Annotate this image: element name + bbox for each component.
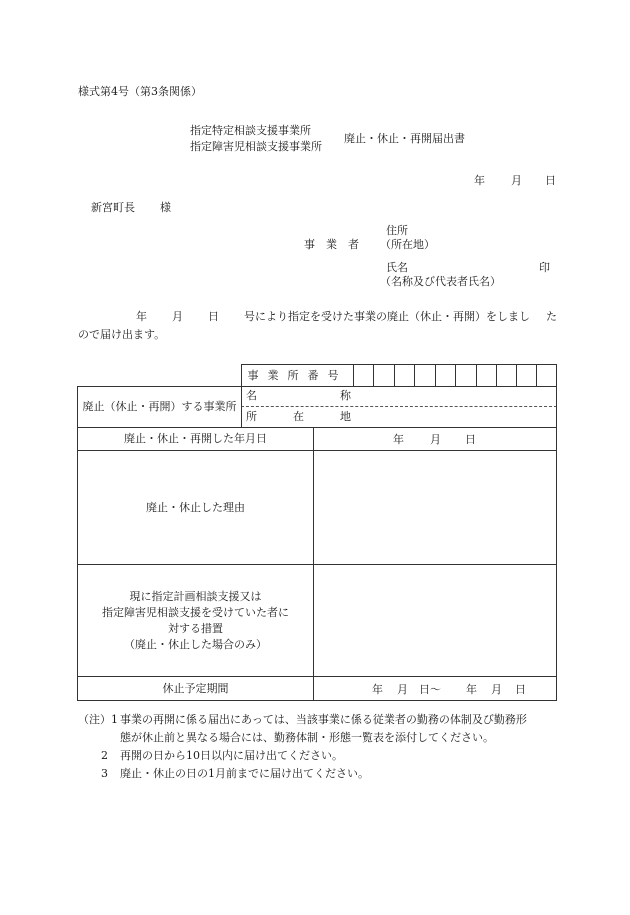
date-year: 年 — [474, 174, 485, 187]
addressee-honorific: 様 — [160, 201, 171, 214]
digit-box-divider — [496, 364, 497, 387]
body-text-line2: ので届け出ます。 — [78, 328, 166, 341]
date-row-label: 廃止・休止・再開した年月日 — [124, 432, 267, 446]
digit-box-divider — [516, 364, 517, 387]
notes-prefix: （注）1 — [78, 713, 118, 726]
period-day-2: 日 — [515, 683, 526, 696]
note-3-text: 廃止・休止の日の1月前までに届け出てください。 — [120, 767, 369, 780]
measures-line-2: 指定障害児相談支援を受けていた者に — [102, 605, 289, 619]
office-label: 廃止（休止・再開）する事業所 — [82, 400, 237, 414]
note-2-text: 再開の日から10日以内に届け出てください。 — [120, 749, 343, 762]
digit-box-divider — [476, 364, 477, 387]
applicant-name-label: 氏名 — [386, 261, 408, 274]
measures-field[interactable] — [314, 565, 556, 676]
period-day-1: 日～ — [419, 683, 441, 696]
period-year-1: 年 — [372, 683, 383, 696]
seal-mark: 印 — [539, 261, 550, 274]
date-row-year: 年 — [393, 433, 404, 446]
applicant-address-sub: （所在地） — [380, 238, 435, 251]
office-number-label: 事業所番号 — [247, 368, 348, 382]
measures-line-1: 現に指定計画相談支援又は — [129, 589, 262, 603]
title-main: 廃止・休止・再開届出書 — [344, 132, 465, 145]
addressee-name: 新宮町長 — [91, 201, 135, 214]
date-day: 日 — [545, 174, 556, 187]
office-location-label-2: 在 — [293, 410, 304, 423]
digit-box-divider — [394, 364, 395, 387]
table-dashed-divider — [241, 406, 557, 407]
period-month-2: 月 — [491, 683, 502, 696]
office-location-label-3: 地 — [340, 410, 351, 423]
title-office-type-1: 指定特定相談支援事業所 — [190, 124, 311, 137]
digit-box-divider — [435, 364, 436, 387]
table-border-right — [556, 364, 557, 701]
body-day: 日 — [208, 310, 219, 323]
measures-label — [78, 565, 313, 676]
measures-line-3: 対する措置 — [168, 621, 223, 635]
period-label: 休止予定期間 — [162, 681, 229, 695]
applicant-label: 事 業 者 — [304, 238, 359, 251]
body-text-line1: 号により指定を受けた事業の廃止（休止・再開）をしまし — [244, 310, 530, 323]
date-month: 月 — [511, 174, 522, 187]
form-id: 様式第4号（第3条関係） — [78, 85, 202, 98]
body-month: 月 — [172, 310, 183, 323]
body-text-line1-end: た — [546, 310, 557, 323]
office-name-label-2: 称 — [340, 389, 351, 402]
digit-box-divider — [373, 364, 374, 387]
note-1-line-2: 態が休止前と異なる場合には、勤務体制・形態一覧表を添付してください。 — [120, 731, 494, 744]
applicant-address-label: 住所 — [386, 224, 408, 237]
note-1-line-1: 事業の再開に係る届出にあっては、当該事業に係る従業者の勤務の体制及び勤務形 — [120, 713, 527, 726]
digit-box-divider — [353, 364, 354, 387]
table-border-bottom — [77, 700, 557, 701]
digit-box-divider — [536, 364, 537, 387]
date-row-month: 月 — [430, 433, 441, 446]
reason-field[interactable] — [314, 451, 556, 564]
applicant-name-sub: （名称及び代表者氏名） — [380, 275, 501, 288]
title-office-type-2: 指定障害児相談支援事業所 — [190, 140, 322, 153]
period-month-1: 月 — [397, 683, 408, 696]
digit-box-divider — [455, 364, 456, 387]
measures-line-4: （廃止・休止した場合のみ） — [124, 637, 267, 651]
body-year: 年 — [136, 310, 147, 323]
digit-box-divider — [414, 364, 415, 387]
note-2-number: 2 — [101, 749, 108, 762]
period-year-2: 年 — [466, 683, 477, 696]
reason-label: 廃止・休止した理由 — [146, 500, 245, 514]
office-location-label-1: 所 — [246, 410, 257, 423]
date-row-day: 日 — [465, 433, 476, 446]
office-name-label-1: 名 — [246, 389, 257, 402]
note-3-number: 3 — [101, 767, 108, 780]
